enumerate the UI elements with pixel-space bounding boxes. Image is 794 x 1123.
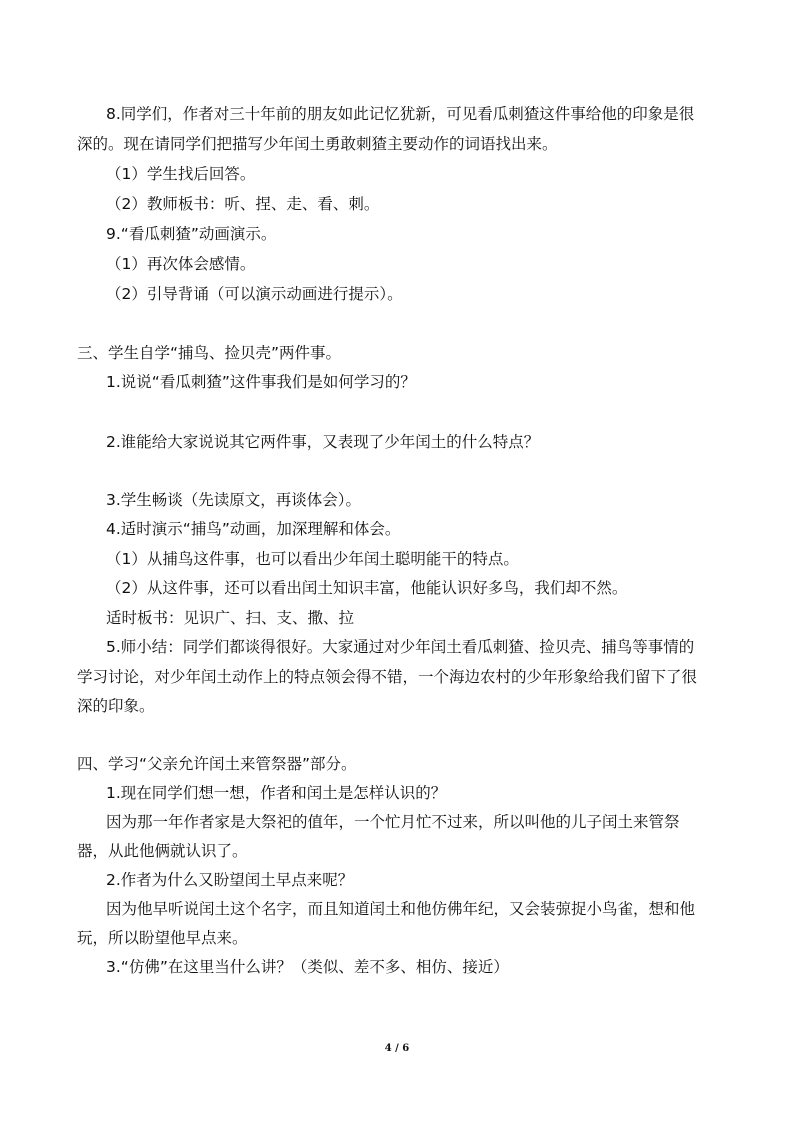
paragraph-line: 2.谁能给大家说说其它两件事，又表现了少年闰土的什么特点？ (106, 433, 540, 451)
list-item: （1）学生找后回答。 (106, 165, 256, 183)
question-line: 3.“仿佛”在这里当什么讲？（类似、差不多、相仿、接近） (106, 958, 509, 976)
answer-line: 因为那一年作者家是大祭祀的值年，一个忙月忙不过来，所以叫他的儿子闰土来管祭 (106, 813, 680, 831)
paragraph-line: 4.适时演示“捕鸟”动画，加深理解和体会。 (106, 520, 401, 538)
paragraph-line: 深的印象。 (77, 697, 155, 715)
section-heading: 四、学习“父亲允许闰土来管祭器”部分。 (77, 755, 357, 773)
paragraph-line: 9.“看瓜刺猹”动画演示。 (106, 225, 277, 243)
answer-line: 因为他早听说闰土这个名字，而且知道闰土和他仿佛年纪，又会装弶捉小鸟雀，想和他 (106, 900, 696, 918)
list-item: （1）再次体会感情。 (106, 255, 256, 273)
page-number: 4 / 6 (384, 1043, 410, 1054)
board-notes: 适时板书：见识广、扫、支、撒、拉 (106, 609, 355, 627)
paragraph-line: 1.说说“看瓜刺猹”这件事我们是如何学习的？ (106, 373, 416, 391)
paragraph-line: 深的。现在请同学们把描写少年闰土勇敢刺猹主要动作的词语找出来。 (77, 135, 558, 153)
answer-line: 器，从此他俩就认识了。 (77, 842, 248, 860)
paragraph-line: 3.学生畅谈（先读原文，再谈体会）。 (106, 491, 362, 509)
paragraph-line: 8.同学们，作者对三十年前的朋友如此记忆犹新，可见看瓜刺猹这件事给他的印象是很 (106, 105, 695, 123)
list-item: （1）从捕鸟这件事，也可以看出少年闰土聪明能干的特点。 (106, 550, 519, 568)
question-line: 1.现在同学们想一想，作者和闰土是怎样认识的？ (106, 784, 447, 802)
answer-line: 玩，所以盼望他早点来。 (77, 929, 248, 947)
question-line: 2.作者为什么又盼望闰土早点来呢？ (106, 871, 354, 889)
paragraph-line: 学习讨论，对少年闰土动作上的特点领会得不错，一个海边农村的少年形象给我们留下了很 (77, 668, 698, 686)
section-heading: 三、学生自学“捕鸟、捡贝壳”两件事。 (77, 344, 342, 362)
list-item: （2）引导背诵（可以演示动画进行提示）。 (106, 285, 403, 303)
list-item: （2）教师板书：听、捏、走、看、刺。 (106, 195, 380, 213)
list-item: （2）从这件事，还可以看出闰土知识丰富，他能认识好多鸟，我们却不然。 (106, 579, 628, 597)
paragraph-line: 5.师小结：同学们都谈得很好。大家通过对少年闰土看瓜刺猹、捡贝壳、捕鸟等事情的 (106, 638, 695, 656)
